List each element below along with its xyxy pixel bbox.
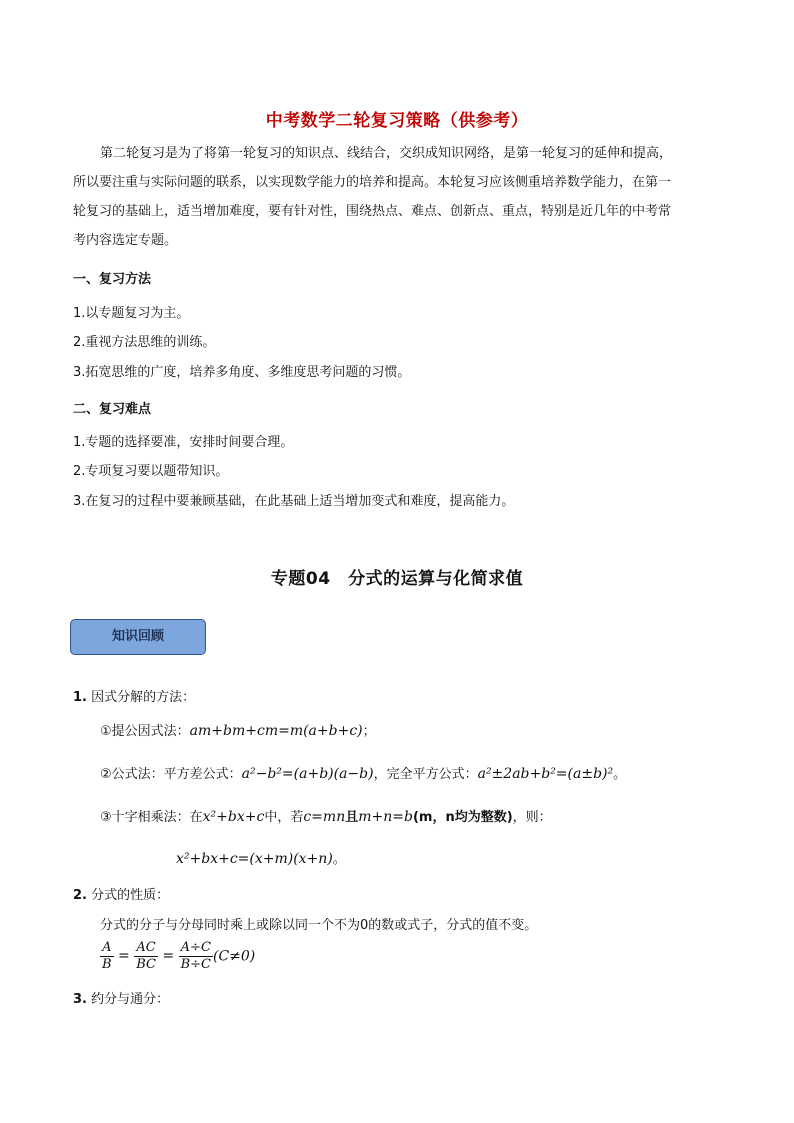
knowledge-3-heading	[73, 988, 169, 1007]
method-item-3: 3.拓宽思维的广度，培养多角度、多维度思考问题的习惯。	[73, 365, 411, 380]
method-formula	[100, 763, 626, 782]
difficulty-item-1: 1.专题的选择要准，安排时间要合理。	[73, 435, 294, 450]
cross-mid: 中，若	[264, 810, 304, 825]
fraction-property-text: 分式的分子与分母同时乘上或除以同一个不为0的数或式子，分式的值不变。	[100, 918, 538, 933]
fraction-condition: (C≠0)	[213, 948, 256, 965]
common-factor-end: ；	[362, 724, 376, 739]
fraction-a-over-b: $\frac{A}{B}$	[102, 940, 112, 972]
common-factor-prefix: ①提公因式法：	[100, 724, 190, 739]
cross-result-end: 。	[332, 852, 346, 867]
section-heading-methods: 一、复习方法	[73, 272, 152, 287]
document-title: 中考数学二轮复习策略（供参考）	[265, 111, 529, 131]
section-heading-difficulties: 二、复习难点	[73, 402, 152, 417]
cross-condition-and: 且	[345, 810, 359, 825]
difficulty-item-2: 2.专项复习要以题带知识。	[73, 464, 229, 479]
method-common-factor	[100, 720, 376, 739]
difficulty-item-3: 3.在复习的过程中要兼顾基础，在此基础上适当增加变式和难度，提高能力。	[73, 494, 515, 509]
difference-of-squares-formula: a²−b²=(a+b)(a−b)	[241, 766, 374, 782]
cross-expression: x²+bx+c	[202, 809, 265, 825]
knowledge-2-heading	[73, 884, 169, 903]
common-factor-formula: am+bm+cm=m(a+b+c)	[189, 723, 363, 739]
knowledge-1-number: 1.	[73, 690, 87, 705]
formula-mid: ，完全平方公式：	[373, 767, 478, 782]
fraction-property-formula: $\frac{A}{B}$ = $\frac{AC}{BC}$ = $\frac{A\div C}{B\div C}$ (C≠0)	[102, 940, 256, 972]
cross-condition-b: m+n=b	[358, 809, 413, 825]
knowledge-2-number: 2.	[73, 888, 87, 903]
method-cross-multiplication	[100, 806, 552, 825]
cross-end: ，则：	[512, 810, 552, 825]
knowledge-2-label: 分式的性质：	[91, 888, 170, 903]
intro-line-4: 考内容选定专题。	[73, 233, 178, 248]
cross-result-line	[176, 848, 346, 867]
cross-result-formula: x²+bx+c=(x+m)(x+n)	[176, 851, 333, 867]
intro-line-3: 轮复习的基础上，适当增加难度，要有针对性，围绕热点、难点、创新点、重点，特别是近几年的中考常	[73, 204, 672, 219]
knowledge-3-label: 约分与通分：	[91, 992, 170, 1007]
cross-condition-a: c=mn	[303, 809, 346, 825]
cross-prefix: ③十字相乘法：在	[100, 810, 203, 825]
method-item-1: 1.以专题复习为主。	[73, 306, 190, 321]
cross-integer-note: (m，n均为整数)	[412, 810, 513, 825]
knowledge-review-badge: 知识回顾	[70, 619, 206, 655]
knowledge-1-label: 因式分解的方法：	[91, 690, 196, 705]
fraction-ac-over-bc: $\frac{AC}{BC}$	[136, 940, 156, 972]
knowledge-3-number: 3.	[73, 992, 87, 1007]
knowledge-1-heading	[73, 686, 195, 705]
formula-prefix: ②公式法：平方差公式：	[100, 767, 242, 782]
method-item-2: 2.重视方法思维的训练。	[73, 335, 216, 350]
perfect-square-formula: a²±2ab+b²=(a±b)²	[477, 766, 614, 782]
intro-line-2: 所以要注重与实际问题的联系，以实现数学能力的培养和提高。本轮复习应该侧重培养数学能力，在第一	[73, 175, 672, 190]
fraction-a-div-c: $\frac{A\div C}{B\div C}$	[180, 940, 211, 972]
topic-title: 专题04 分式的运算与化简求值	[270, 569, 524, 589]
formula-end: 。	[613, 767, 627, 782]
intro-line-1: 第二轮复习是为了将第一轮复习的知识点、线结合，交织成知识网络，是第一轮复习的延伸和提高，	[100, 146, 673, 161]
